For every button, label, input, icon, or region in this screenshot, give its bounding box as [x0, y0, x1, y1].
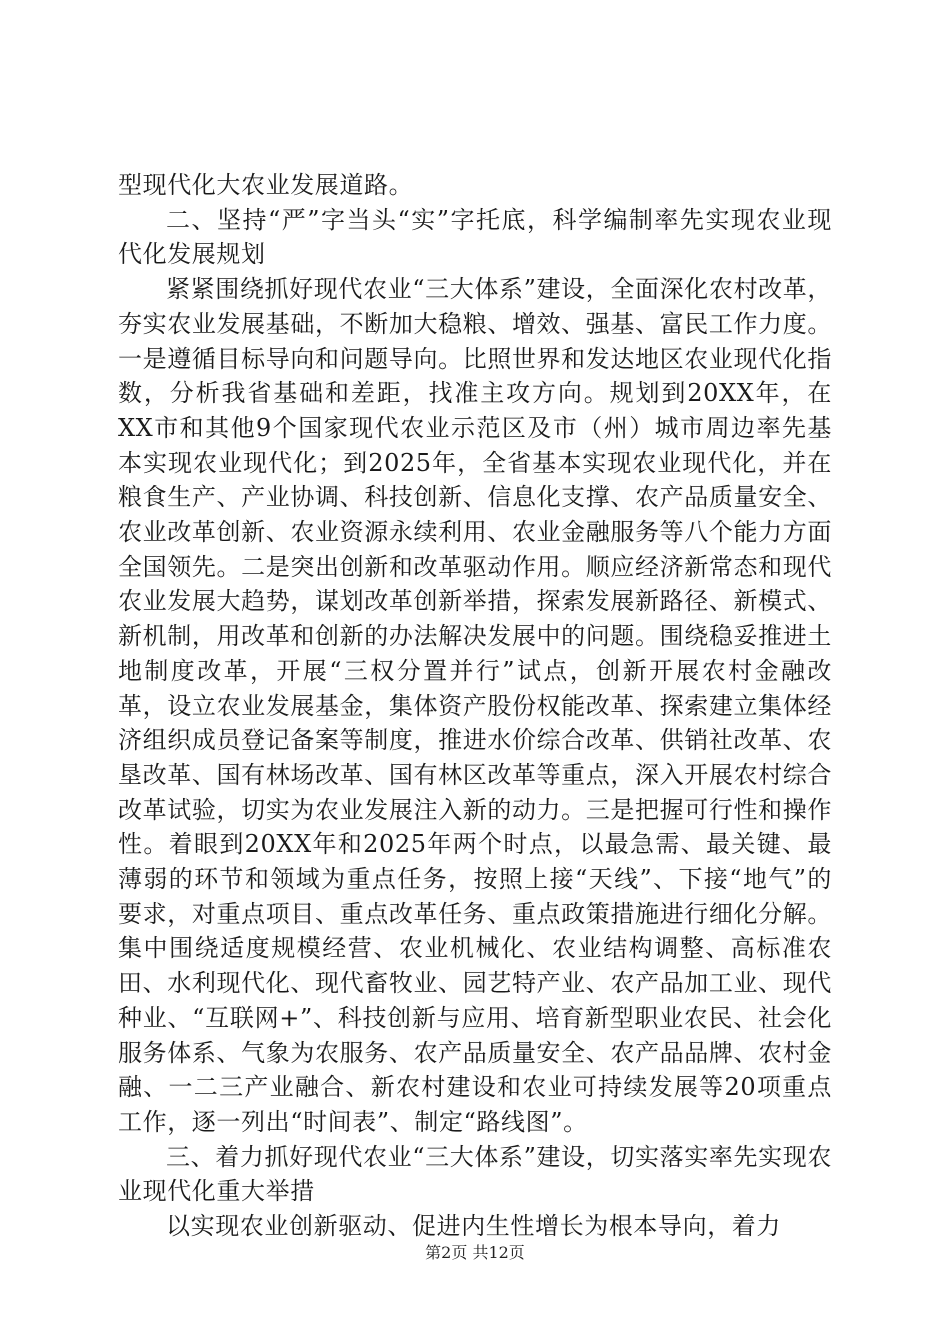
paragraph-planning: 紧紧围绕抓好现代农业“三大体系”建设，全面深化农村改革，夯实农业发展基础，不断加大稳粮、增效、强基、富民工作力度。一是遵循目标导向和问题导向。比照世界和发达地区农业现代化指数，分析我省基础和差距，找准主攻方向。规划到20XX年，在XX市和其他9个国家现代农业示范区及市（州）城市周边率先基本实现农业现代化；到2025年，全省基本实现农业现代化，并在粮食生产、产业协调、科技创新、信息化支撑、农产品质量安全、农业改革创新、农业资源永续利用、农业金融服务等八个能力方面全国领先。二是突出创新和改革驱动作用。顺应经济新常态和现代农业发展大趋势，谋划改革创新举措，探索发展新路径、新模式、新机制，用改革和创新的办法解决发展中的问题。围绕稳妥推进土地制度改革，开展“三权分置并行”试点，创新开展农村金融改革，设立农业发展基金，集体资产股份权能改革、探索建立集体经济组织成员登记备案等制度，推进水价综合改革、供销社改革、农垦改革、国有林场改革、国有林区改革等重点，深入开展农村综合改革试验，切实为农业发展注入新的动力。三是把握可行性和操作性。着眼到20XX年和2025年两个时点，以最急需、最关键、最薄弱的环节和领域为重点任务，按照上接“天线”、下接“地气”的要求，对重点项目、重点改革任务、重点政策措施进行细化分解。集中围绕适度规模经营、农业机械化、农业结构调整、高标准农田、水利现代化、现代畜牧业、园艺特产业、农产品加工业、现代种业、“互联网+”、科技创新与应用、培育新型职业农民、社会化服务体系、气象为农服务、农产品质量安全、农产品品牌、农村金融、一二三产业融合、新农村建设和农业可持续发展等20项重点工作，逐一列出“时间表”、制定“路线图”。: [118, 275, 832, 1136]
paragraph-continuation: 型现代化大农业发展道路。: [118, 171, 414, 199]
page-number-footer: 第2页 共12页: [425, 1243, 525, 1262]
paragraph-innovation: 以实现农业创新驱动、促进内生性增长为根本导向，着力: [166, 1212, 781, 1241]
section-heading-3: 三、着力抓好现代农业“三大体系”建设，切实落实率先实现农业现代化重大举措: [118, 1142, 832, 1206]
document-body: [118, 168, 832, 1244]
section-heading-2: 二、坚持“严”字当头“实”字托底，科学编制率先实现农业现代化发展规划: [118, 205, 832, 269]
